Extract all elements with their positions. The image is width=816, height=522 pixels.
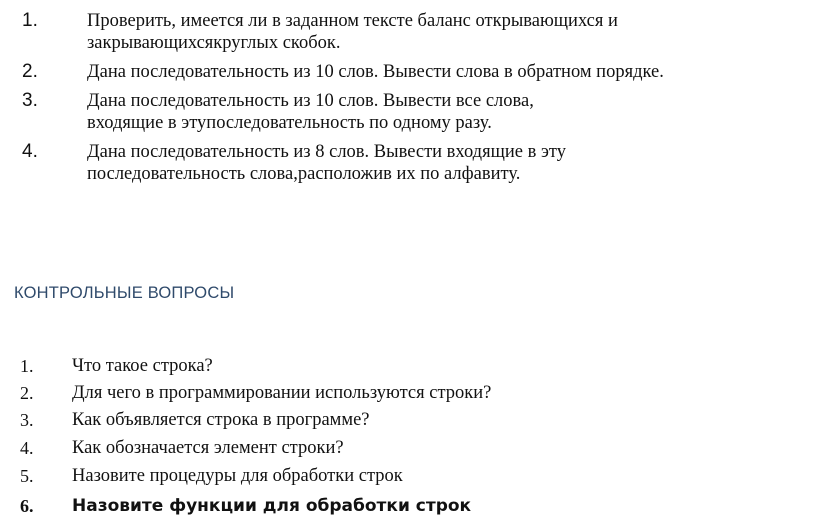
question-text: Для чего в программировании используются строки?	[72, 383, 492, 403]
task-line: Дана последовательность из 10 слов. Вывести слова в обратном порядке.	[87, 62, 664, 82]
question-text: Как объявляется строка в программе?	[72, 410, 370, 430]
question-number: 5.	[20, 466, 34, 486]
question-number: 6.	[20, 496, 34, 516]
question-item-2	[0, 381, 816, 405]
question-text: Как обозначается элемент строки?	[72, 438, 344, 458]
question-number: 4.	[20, 438, 34, 458]
question-text: Назовите процедуры для обработки строк	[72, 466, 403, 486]
question-item-6	[0, 494, 816, 518]
question-item-3	[0, 408, 816, 432]
task-line: закрывающихсякруглых скобок.	[87, 33, 341, 53]
question-number: 1.	[20, 356, 34, 376]
section-title: КОНТРОЛЬНЫЕ ВОПРОСЫ	[14, 284, 235, 302]
task-number: 2.	[22, 61, 38, 82]
task-text	[87, 90, 797, 134]
task-number: 4.	[22, 141, 38, 162]
task-line: входящие в этупоследовательность по одному разу.	[87, 113, 492, 133]
task-line: Дана последовательность из 10 слов. Вывести все слова,	[87, 91, 534, 111]
task-line: Дана последовательность из 8 слов. Вывести входящие в эту	[87, 142, 566, 162]
question-text: Назовите функции для обработки строк	[72, 496, 472, 516]
question-number: 2.	[20, 383, 34, 403]
question-item-1	[0, 354, 816, 378]
task-line: Проверить, имеется ли в заданном тексте баланс открывающихся и	[87, 11, 618, 31]
task-line: последовательность слова,расположив их по алфавиту.	[87, 164, 521, 184]
question-number: 3.	[20, 410, 34, 430]
question-item-5	[0, 464, 816, 488]
task-number: 1.	[22, 10, 38, 31]
task-text	[87, 141, 797, 185]
task-text	[87, 61, 797, 83]
question-text: Что такое строка?	[72, 356, 213, 376]
question-item-4	[0, 436, 816, 460]
task-number: 3.	[22, 90, 38, 111]
task-text	[87, 10, 797, 54]
